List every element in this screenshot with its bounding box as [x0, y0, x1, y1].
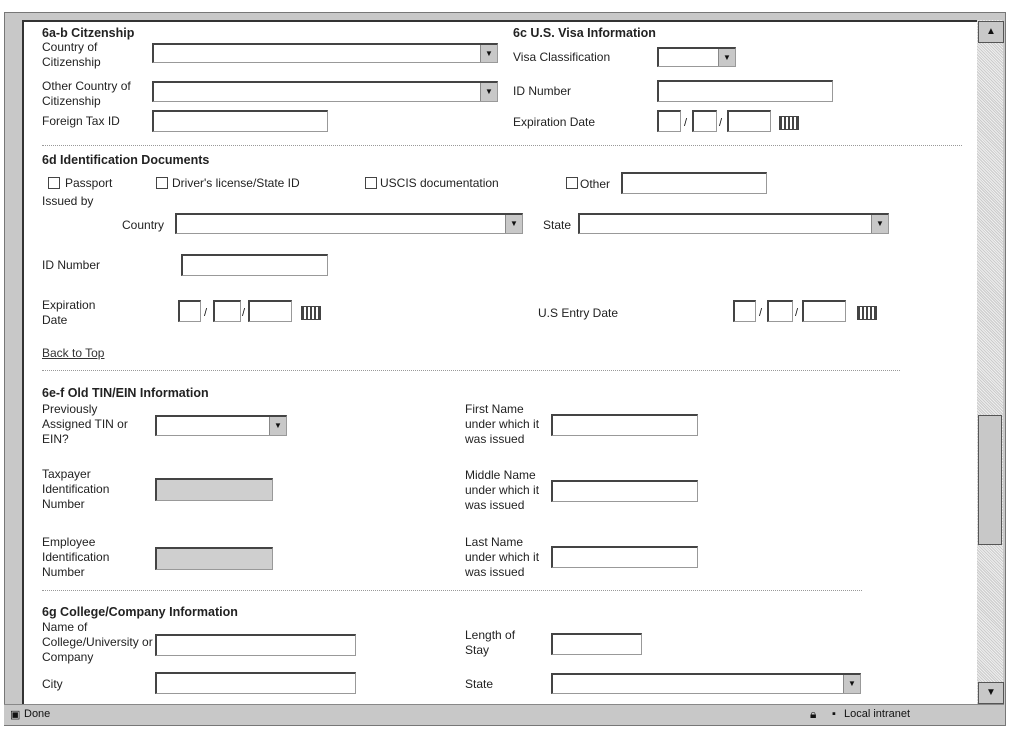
- entry-date-label: U.S Entry Date: [538, 306, 619, 320]
- date-separator: /: [684, 117, 688, 129]
- calendar-icon[interactable]: [301, 306, 321, 320]
- old-tin-heading: 6e-f Old TIN/EIN Information: [42, 386, 209, 400]
- scrollbar-thumb[interactable]: [978, 415, 1002, 545]
- previously-assigned-select[interactable]: [155, 415, 287, 436]
- other-checkbox[interactable]: [566, 177, 578, 189]
- scroll-down-button[interactable]: ▼: [978, 682, 1004, 704]
- visa-heading: 6c U.S. Visa Information: [513, 26, 656, 40]
- college-heading: 6g College/Company Information: [42, 605, 238, 619]
- date-separator: /: [795, 307, 799, 319]
- college-state-label: State: [465, 677, 494, 691]
- last-name-input[interactable]: [551, 546, 698, 568]
- vertical-scrollbar[interactable]: [977, 20, 1003, 703]
- chevron-down-icon: ▼: [269, 417, 286, 435]
- chevron-down-icon: ▼: [505, 215, 522, 233]
- country-citizenship-select[interactable]: [152, 43, 498, 63]
- divider: [42, 370, 900, 371]
- zone-text: Local intranet: [844, 708, 911, 720]
- back-to-top-link[interactable]: Back to Top: [42, 346, 105, 360]
- first-name-label: First Name under which it was issued: [465, 402, 540, 446]
- last-name-label: Last Name under which it was issued: [465, 535, 540, 579]
- chevron-down-icon: ▼: [871, 215, 888, 233]
- foreign-tax-label: Foreign Tax ID: [42, 114, 120, 128]
- passport-label: Passport: [65, 176, 113, 190]
- entry-day[interactable]: [767, 300, 793, 322]
- date-separator: /: [759, 307, 763, 319]
- visa-id-label: ID Number: [513, 84, 572, 98]
- chevron-down-icon: ▼: [480, 83, 497, 101]
- scroll-up-button[interactable]: ▲: [978, 21, 1004, 43]
- issued-by-label: Issued by: [42, 194, 94, 208]
- college-name-input[interactable]: [155, 634, 356, 656]
- doc-exp-month[interactable]: [178, 300, 201, 322]
- issued-state-select[interactable]: [578, 213, 889, 234]
- issued-country-label: Country: [122, 218, 165, 232]
- college-state-select[interactable]: [551, 673, 861, 694]
- date-separator: /: [242, 307, 246, 319]
- date-separator: /: [719, 117, 723, 129]
- doc-exp-day[interactable]: [213, 300, 241, 322]
- foreign-tax-input[interactable]: [152, 110, 328, 132]
- entry-year[interactable]: [802, 300, 846, 322]
- taxpayer-id-label: Taxpayer Identification Number: [42, 467, 110, 511]
- uscis-checkbox[interactable]: [365, 177, 377, 189]
- city-input[interactable]: [155, 672, 356, 694]
- issued-state-label: State: [543, 218, 572, 232]
- other-label: Other: [580, 177, 611, 191]
- visa-id-input[interactable]: [657, 80, 833, 102]
- lock-icon: 🔒︎: [810, 707, 817, 721]
- middle-name-input[interactable]: [551, 480, 698, 502]
- employee-id-input[interactable]: [155, 547, 273, 570]
- previously-assigned-label: Previously Assigned TIN or EIN?: [42, 402, 128, 446]
- length-of-stay-input[interactable]: [551, 633, 642, 655]
- drivers-license-label: Driver's license/State ID: [172, 176, 300, 190]
- college-name-label: Name of College/University or Company: [42, 620, 153, 664]
- page-icon: ▣: [10, 709, 21, 721]
- calendar-icon[interactable]: [857, 306, 877, 320]
- doc-id-input[interactable]: [181, 254, 328, 276]
- drivers-license-checkbox[interactable]: [156, 177, 168, 189]
- date-separator: /: [204, 307, 208, 319]
- citizenship-heading: 6a-b Citzenship: [42, 26, 135, 40]
- chevron-down-icon: ▼: [718, 49, 735, 66]
- issued-country-select[interactable]: [175, 213, 523, 234]
- visa-exp-day[interactable]: [692, 110, 717, 132]
- passport-checkbox[interactable]: [48, 177, 60, 189]
- doc-id-label: ID Number: [42, 258, 101, 272]
- other-doc-input[interactable]: [621, 172, 767, 194]
- middle-name-label: Middle Name under which it was issued: [465, 468, 540, 512]
- country-citizenship-label: Country of Citizenship: [42, 40, 101, 69]
- uscis-label: USCIS documentation: [380, 176, 499, 190]
- employee-id-label: Employee Identification Number: [42, 535, 110, 579]
- calendar-icon[interactable]: [779, 116, 799, 130]
- chevron-down-icon: ▼: [843, 675, 860, 693]
- taxpayer-id-input[interactable]: [155, 478, 273, 501]
- other-country-label: Other Country of Citizenship: [42, 79, 131, 108]
- status-text: Done: [24, 708, 51, 720]
- doc-expiration-label: Expiration Date: [42, 298, 96, 327]
- chevron-down-icon: ▼: [480, 45, 497, 62]
- divider: [42, 145, 962, 146]
- length-of-stay-label: Length of Stay: [465, 628, 516, 657]
- divider: [42, 590, 862, 591]
- visa-classification-select[interactable]: [657, 47, 736, 67]
- identification-heading: 6d Identification Documents: [42, 153, 210, 167]
- visa-exp-month[interactable]: [657, 110, 681, 132]
- visa-classification-label: Visa Classification: [513, 50, 611, 64]
- visa-exp-year[interactable]: [727, 110, 771, 132]
- city-label: City: [42, 677, 63, 691]
- other-country-select[interactable]: [152, 81, 498, 102]
- doc-exp-year[interactable]: [248, 300, 292, 322]
- intranet-icon: ▪: [832, 708, 836, 720]
- first-name-input[interactable]: [551, 414, 698, 436]
- status-bar: [4, 704, 1004, 725]
- visa-expiration-label: Expiration Date: [513, 115, 596, 129]
- entry-month[interactable]: [733, 300, 756, 322]
